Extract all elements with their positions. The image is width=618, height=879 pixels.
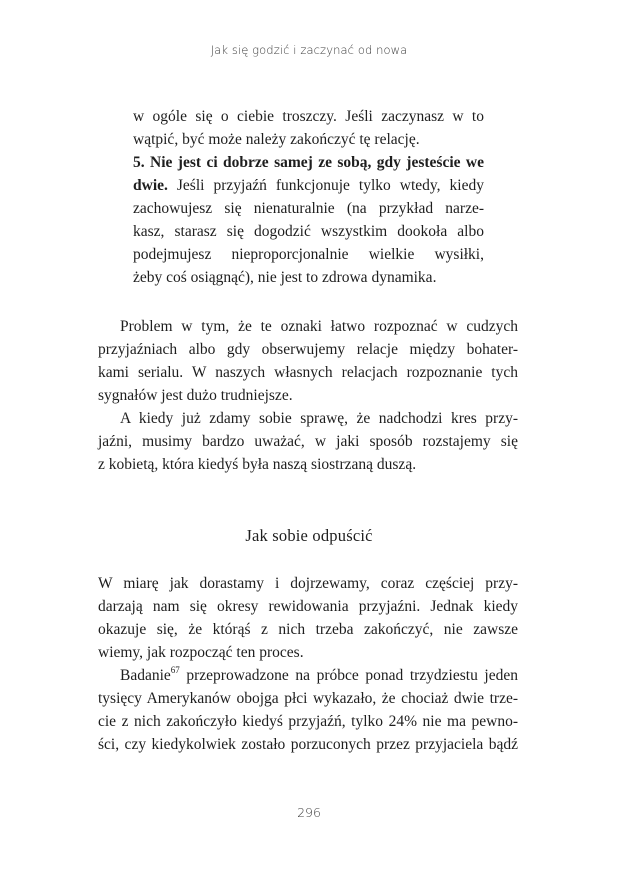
bold-point-heading: dwie. <box>133 177 168 194</box>
text-line: tysięcy Amerykanów obojga płci wykazało, że chociaż dwie trze- <box>98 690 518 707</box>
text-line: A kiedy już zdamy sobie sprawę, że nadchodzi kres przy- <box>120 410 518 427</box>
text-line <box>120 664 518 687</box>
text-line: podejmujesz nieproporcjonalnie wielkie wysiłki, <box>133 246 484 263</box>
text-run: Jeśli przyjaźń funkcjonuje tylko wtedy, kiedy <box>167 177 484 194</box>
text-line: sygnałów jest dużo trudniejsze. <box>98 387 293 404</box>
text-line: jaźni, musimy bardzo uważać, w jaki sposób rozstajemy się <box>98 433 518 450</box>
text-line: Problem w tym, że te oznaki łatwo rozpoznać w cudzych <box>120 318 518 335</box>
text-run: przeprowadzone na próbce ponad trzydziestu jeden <box>179 667 518 684</box>
bold-point-heading: 5. Nie jest ci dobrze samej ze sobą, gdy jesteście we <box>133 154 484 171</box>
page-number: 296 <box>297 805 321 820</box>
text-line: okazuje się, że którąś z nich trzeba zakończyć, nie zawsze <box>98 621 518 638</box>
text-line: W miarę jak dorastamy i dojrzewamy, coraz częściej przy- <box>98 575 518 592</box>
text-line: ści, czy kiedykolwiek zostało porzuconych przez przyjaciela bądź <box>98 736 518 753</box>
text-line: z kobietą, która kiedyś była naszą siostrzaną duszą. <box>98 456 417 473</box>
text-line: w ogóle się o ciebie troszczy. Jeśli zaczynasz w to <box>133 108 484 125</box>
text-line: żeby coś osiągnąć), nie jest to zdrowa dynamika. <box>133 269 437 286</box>
text-line: przyjaźniach albo gdy obserwujemy relacje między bohater- <box>98 341 518 358</box>
text-line: wiemy, jak rozpocząć ten proces. <box>98 644 304 661</box>
text-line: kasz, starasz się dogodzić wszystkim dookoła albo <box>133 223 484 240</box>
text-line: wątpić, być może należy zakończyć tę relację. <box>133 131 420 148</box>
footnote-ref: 67 <box>170 664 180 675</box>
text-line: zachowujesz się nienaturalnie (na przykład narze- <box>133 200 484 217</box>
text-line <box>133 151 484 174</box>
text-line: kami serialu. W naszych własnych relacjach rozpoznanie tych <box>98 364 518 381</box>
text-line: darzają nam się okresy rewidowania przyjaźni. Jednak kiedy <box>98 598 518 615</box>
running-head: Jak się godzić i zaczynać od nowa <box>210 43 408 57</box>
section-heading: Jak sobie odpuścić <box>245 526 373 545</box>
text-line: cie z nich zakończyło kiedyś przyjaźń, tylko 24% nie ma pewno- <box>98 713 518 730</box>
text-run: Badanie <box>120 667 171 684</box>
text-line <box>133 174 484 197</box>
